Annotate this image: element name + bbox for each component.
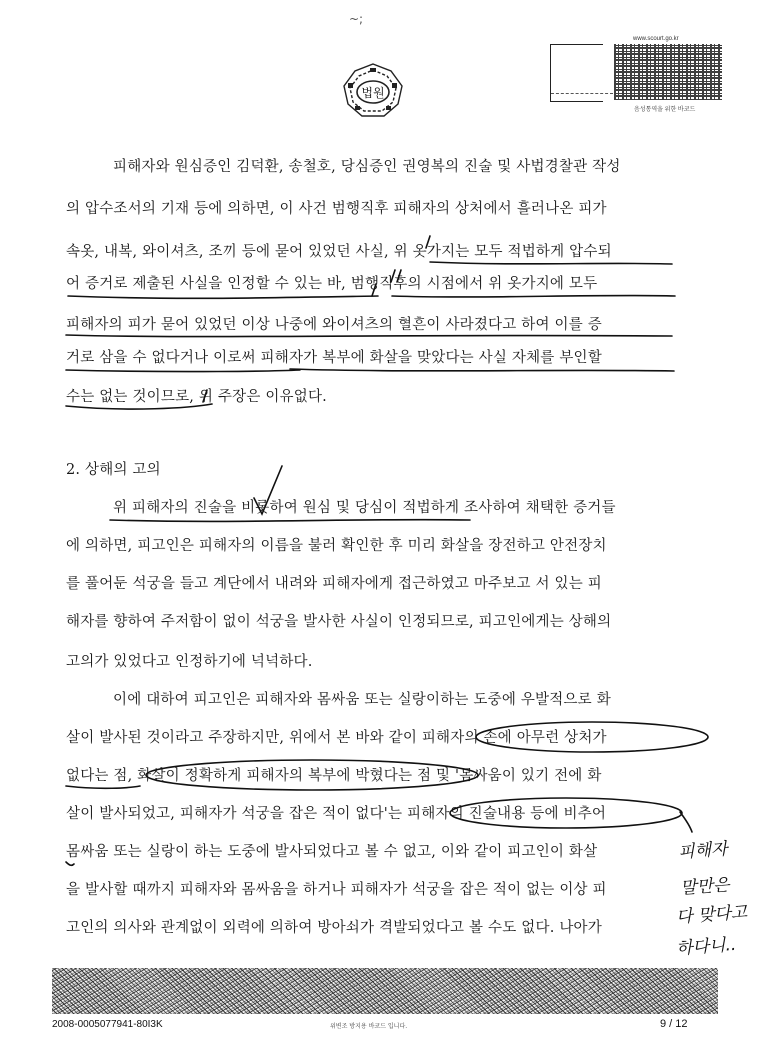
- body-line: 몸싸움 또는 실랑이 하는 도중에 발사되었다고 볼 수 없고, 이와 같이 피고인이 화살: [66, 844, 598, 860]
- underline-stroke: [392, 296, 675, 297]
- underline-stroke: [66, 335, 672, 337]
- body-line: 의 압수조서의 기재 등에 의하면, 이 사건 범행직후 피해자의 상처에서 흘러나온 피가: [66, 201, 607, 217]
- underline-stroke: [68, 296, 378, 298]
- seal-text: 법원: [361, 86, 385, 100]
- body-line: 고의가 있었다고 인정하기에 넉넉하다.: [66, 654, 313, 670]
- comma-mark: [203, 390, 207, 402]
- body-line: 살이 발사된 것이라고 주장하지만, 위에서 본 바와 같이 피해자의 손에 아무런 상처가: [66, 730, 607, 746]
- comma-mark: [372, 284, 376, 296]
- circle-mark: [450, 798, 682, 828]
- body-line: 어 증거로 제출된 사실을 인정할 수 있는 바, 범행직후의 시점에서 위 옷가지에 모두: [66, 276, 598, 292]
- margin-note-line: 피해자: [677, 839, 729, 863]
- body-line: 살이 발사되었고, 피해자가 석궁을 잡은 적이 없다'는 피해자의 진술내용 등에 비추어: [66, 806, 607, 822]
- body-line: 속옷, 내복, 와이셔츠, 조끼 등에 묻어 있었던 사실, 위 옷가지는 모두 적법하게 압수되: [66, 244, 612, 260]
- anti-forgery-barcode: [52, 968, 718, 1014]
- circle-mark: [476, 722, 708, 752]
- barcode-note: 위변조 방지용 바코드 입니다.: [330, 1023, 408, 1030]
- body-line: 위 피해자의 진술을 비롯하여 원심 및 당심이 적법하게 조사하여 채택한 증거들: [113, 500, 616, 516]
- quote-mark: [426, 236, 430, 248]
- body-line: 해자를 향하여 주저함이 없이 석궁을 발사한 사실이 인정되므로, 피고인에게는 상해의: [66, 614, 612, 630]
- margin-note-line: 하다니..: [675, 934, 737, 960]
- quote-mark: [391, 270, 401, 282]
- underline-stroke: [66, 404, 212, 409]
- body-line: 을 발사할 때까지 피해자와 몸싸움을 하거나 피해자가 석궁을 잡은 적이 없는 이상 피: [66, 882, 607, 898]
- arrow-stroke: [680, 812, 692, 832]
- underline-stroke: [66, 370, 300, 372]
- body-line: 를 풀어둔 석궁을 들고 계단에서 내려와 피해자에게 접근하였고 마주보고 서 있는 피: [66, 576, 602, 592]
- barcode-caption: 음성통역을 위한 바코드: [634, 107, 696, 113]
- margin-note-line: 말만은: [679, 875, 731, 899]
- court-url: www.scourt.go.kr: [633, 36, 679, 42]
- underline-stroke: [66, 786, 140, 788]
- section-heading: 2. 상해의 고의: [66, 462, 161, 478]
- body-line: 고인의 의사와 관계없이 외력에 의하여 방아쇠가 격발되었다고 볼 수도 없다. 나아가: [66, 920, 602, 936]
- body-line: 거로 삼을 수 없다거나 이로써 피해자가 복부에 화살을 맞았다는 사실 자체를 부인할: [66, 350, 602, 366]
- page-number: 9 / 12: [660, 1018, 688, 1030]
- body-line: 피해자의 피가 묻어 있었던 이상 나중에 와이셔츠의 혈흔이 사라졌다고 하여 이를 증: [66, 317, 602, 333]
- underline-stroke: [66, 862, 74, 865]
- underline-stroke: [290, 369, 674, 371]
- body-line: 이에 대하여 피고인은 피해자와 몸싸움 또는 실랑이하는 도중에 우발적으로 화: [113, 692, 611, 708]
- underline-stroke: [110, 520, 470, 522]
- body-line: 없다는 점, 화살이 정확하게 피해자의 복부에 박혔다는 점 및 '몸싸움이 있기 전에 화: [66, 768, 602, 784]
- body-line: 에 의하면, 피고인은 피해자의 이름을 불러 확인한 후 미리 화살을 장전하고 안전장치: [66, 538, 607, 554]
- body-line: 피해자와 원심증인 김덕환, 송철호, 당심증인 권영복의 진술 및 사법경찰관 작성: [113, 159, 621, 175]
- scan-mark: ~;: [349, 12, 364, 26]
- document-id: 2008-0005077941-80I3K: [52, 1019, 163, 1030]
- margin-note-line: 다 맞다고: [675, 902, 748, 928]
- circle-mark: [146, 760, 478, 790]
- underline-stroke: [430, 262, 672, 264]
- checkmark-icon: [254, 466, 282, 514]
- body-line: 수는 없는 것이므로, 위 주장은 이유없다.: [66, 389, 327, 405]
